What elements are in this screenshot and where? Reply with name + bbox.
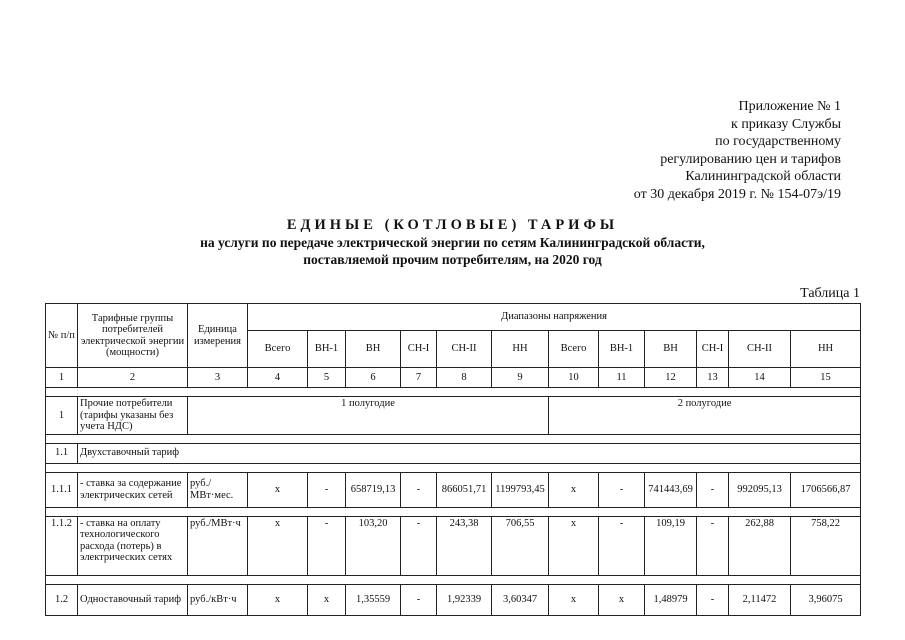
value-cell: 741443,69	[645, 472, 697, 507]
value-cell: 3,60347	[492, 584, 549, 615]
col-number: 1	[46, 368, 78, 388]
row-unit: руб./ МВт·мес.	[188, 472, 248, 507]
col-number: 3	[188, 368, 248, 388]
col-number: 13	[697, 368, 729, 388]
header-col: СН-II	[437, 331, 492, 368]
value-cell: 3,96075	[791, 584, 861, 615]
value-cell: -	[697, 516, 729, 575]
appendix-line: регулированию цен и тарифов	[660, 151, 841, 167]
header-col: Всего	[549, 331, 599, 368]
value-cell: -	[401, 516, 437, 575]
value-cell: -	[401, 584, 437, 615]
col-number: 11	[599, 368, 645, 388]
value-cell: х	[599, 584, 645, 615]
value-cell: -	[401, 472, 437, 507]
value-cell: 1706566,87	[791, 472, 861, 507]
value-cell: -	[308, 516, 346, 575]
value-cell: 658719,13	[346, 472, 401, 507]
value-cell: -	[697, 472, 729, 507]
header-col: ВН-1	[599, 331, 645, 368]
header-num: № п/п	[46, 304, 78, 368]
value-cell: 109,19	[645, 516, 697, 575]
row-name: - ставка на оплату технологического расхода (потерь) в электрических сетях	[78, 516, 188, 575]
value-cell: х	[549, 584, 599, 615]
appendix-line: Калининградской области	[685, 169, 841, 184]
header-ranges: Диапазоны напряжения	[248, 304, 861, 331]
col-number: 4	[248, 368, 308, 388]
value-cell: 866051,71	[437, 472, 492, 507]
value-cell: -	[308, 472, 346, 507]
header-col: ВН	[346, 331, 401, 368]
value-cell: 758,22	[791, 516, 861, 575]
col-number: 2	[78, 368, 188, 388]
value-cell: 992095,13	[729, 472, 791, 507]
table-row	[46, 443, 861, 463]
value-cell: 1199793,45	[492, 472, 549, 507]
value-cell: -	[599, 516, 645, 575]
value-cell: 1,92339	[437, 584, 492, 615]
col-number: 12	[645, 368, 697, 388]
header-col: СН-II	[729, 331, 791, 368]
half-year-2: 2 полугодие	[549, 397, 861, 435]
table-row	[46, 472, 861, 507]
col-number: 7	[401, 368, 437, 388]
value-cell: -	[599, 472, 645, 507]
appendix-line: по государственному	[715, 134, 841, 149]
row-num: 1.2	[46, 584, 78, 615]
col-number: 15	[791, 368, 861, 388]
appendix-block	[634, 98, 841, 203]
value-cell: 706,55	[492, 516, 549, 575]
value-cell: 1,35559	[346, 584, 401, 615]
col-number: 14	[729, 368, 791, 388]
header-col: Всего	[248, 331, 308, 368]
half-year-1: 1 полугодие	[188, 397, 549, 435]
appendix-line: Приложение № 1	[738, 99, 841, 114]
row-name: - ставка за содержание электрических сетей	[78, 472, 188, 507]
appendix-line: к приказу Службы	[731, 116, 841, 132]
header-col: НН	[791, 331, 861, 368]
tariff-table	[45, 303, 861, 616]
title-subtitle-1: на услуги по передаче электрической энергии по сетям Калининградской области,	[200, 235, 705, 250]
col-number: 8	[437, 368, 492, 388]
table-row	[46, 397, 861, 435]
value-cell: х	[549, 516, 599, 575]
row-num: 1.1.1	[46, 472, 78, 507]
header-col: ВН	[645, 331, 697, 368]
col-number: 9	[492, 368, 549, 388]
document-title	[0, 216, 905, 268]
row-name: Прочие потребители (тарифы указаны без учета НДС)	[78, 397, 188, 435]
header-col: СН-I	[697, 331, 729, 368]
col-number: 5	[308, 368, 346, 388]
row-num: 1	[46, 397, 78, 435]
row-divider	[46, 388, 861, 397]
value-cell: 2,11472	[729, 584, 791, 615]
header-unit: Единица измерения	[188, 304, 248, 368]
table-row	[46, 584, 861, 615]
row-unit: руб./кВт·ч	[188, 584, 248, 615]
row-divider	[46, 434, 861, 443]
title-subtitle-2: поставляемой прочим потребителям, на 2020 год	[303, 252, 602, 267]
table-row	[46, 516, 861, 575]
value-cell: х	[308, 584, 346, 615]
header-groups: Тарифные группы потребителей электрической энергии (мощности)	[78, 304, 188, 368]
row-divider	[46, 507, 861, 516]
header-col: ВН-1	[308, 331, 346, 368]
row-name: Двухставочный тариф	[78, 443, 861, 463]
value-cell: 243,38	[437, 516, 492, 575]
value-cell: 103,20	[346, 516, 401, 575]
value-cell: х	[248, 472, 308, 507]
value-cell: х	[248, 584, 308, 615]
header-col: СН-I	[401, 331, 437, 368]
value-cell: -	[697, 584, 729, 615]
value-cell: х	[549, 472, 599, 507]
appendix-line: от 30 декабря 2019 г. № 154-07э/19	[633, 186, 841, 202]
table-label: Таблица 1	[800, 286, 860, 301]
row-divider	[46, 463, 861, 472]
header-col: НН	[492, 331, 549, 368]
col-number: 6	[346, 368, 401, 388]
row-unit: руб./МВт·ч	[188, 516, 248, 575]
row-name: Одноставочный тариф	[78, 584, 188, 615]
value-cell: х	[248, 516, 308, 575]
column-number-row	[46, 368, 861, 388]
row-num: 1.1.2	[46, 516, 78, 575]
value-cell: 262,88	[729, 516, 791, 575]
row-num: 1.1	[46, 443, 78, 463]
col-number: 10	[549, 368, 599, 388]
title-main: ЕДИНЫЕ (КОТЛОВЫЕ) ТАРИФЫ	[286, 217, 619, 233]
value-cell: 1,48979	[645, 584, 697, 615]
row-divider	[46, 575, 861, 584]
